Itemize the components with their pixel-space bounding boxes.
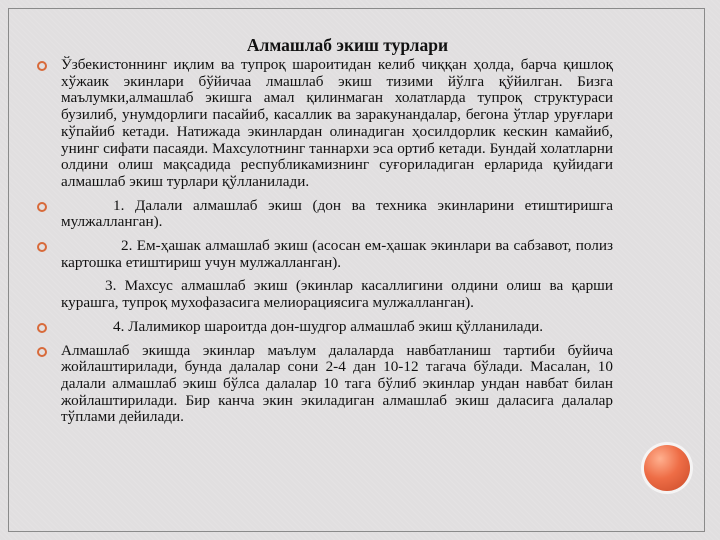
paragraph-conclusion: Алмашлаб экишда экинлар маълум далаларда навбатланиш тартиби буйича жойлаштирилади, бунда далалар сони 2-4 дан 10-12 тагача бўлади. Масалан, 10 далали алмашлаб экиш бўлса далалар 10 тага бўлиб экинлар ундан навбат билан жойлаштирилади. Бир канча экин экиладиган алмашлаб экиш даласига далалар тўплами дейилади.: [61, 341, 613, 426]
list-item-special-rotation: 3. Махсус алмашлаб экиш (экинлар касаллигини олдини олиш ва қарши курашга, тупроқ мухофазасига мелиорациясига мулжалланган).: [61, 277, 613, 312]
slide-body: [61, 57, 613, 433]
list-item-field-rotation: 1. Далали алмашлаб экиш (дон ва техника экинларини етиштиришга мулжалланган).: [61, 196, 613, 231]
slide-title: Алмашлаб экиш турлари: [246, 35, 449, 55]
paragraph-intro: Ўзбекистоннинг иқлим ва тупроқ шароитидан келиб чиққан ҳолда, барча қишлоқ хўжаик экинлари бўйичаа лмашлаб экиш тизими йўлга қўйилган. Бизга маълумки,алмашлаб экишга амал қилинмаган холатларда тупроқ структураси бузилиб, унумдорлиги пасайиб, касаллик ва заракунандалар, бегона ўтлар уруғлари кўпайиб кетади. Натижада экинлардан олинадиган ҳосилдорлик кескин камайиб, унинг сифати пасаяди. Махсулотнинг таннархи эса ортиб кетади. Бундай холатларни олдини олиш мақсадида республикамизнинг суғориладиган ерларида қуйидаги алмашлаб экиш турлари қўлланилади.: [61, 56, 613, 190]
list-item-rainfed-rotation: 4. Лалимикор шароитда дон-шудгор алмашлаб экиш қўлланилади.: [61, 319, 613, 336]
decorative-orb: [644, 445, 690, 491]
list-item-forage-rotation: 2. Ем-ҳашак алмашлаб экиш (асосан ем-ҳашак экинлари ва сабзавот, полиз картошка етиштириш учун мулжалланган).: [61, 237, 613, 271]
